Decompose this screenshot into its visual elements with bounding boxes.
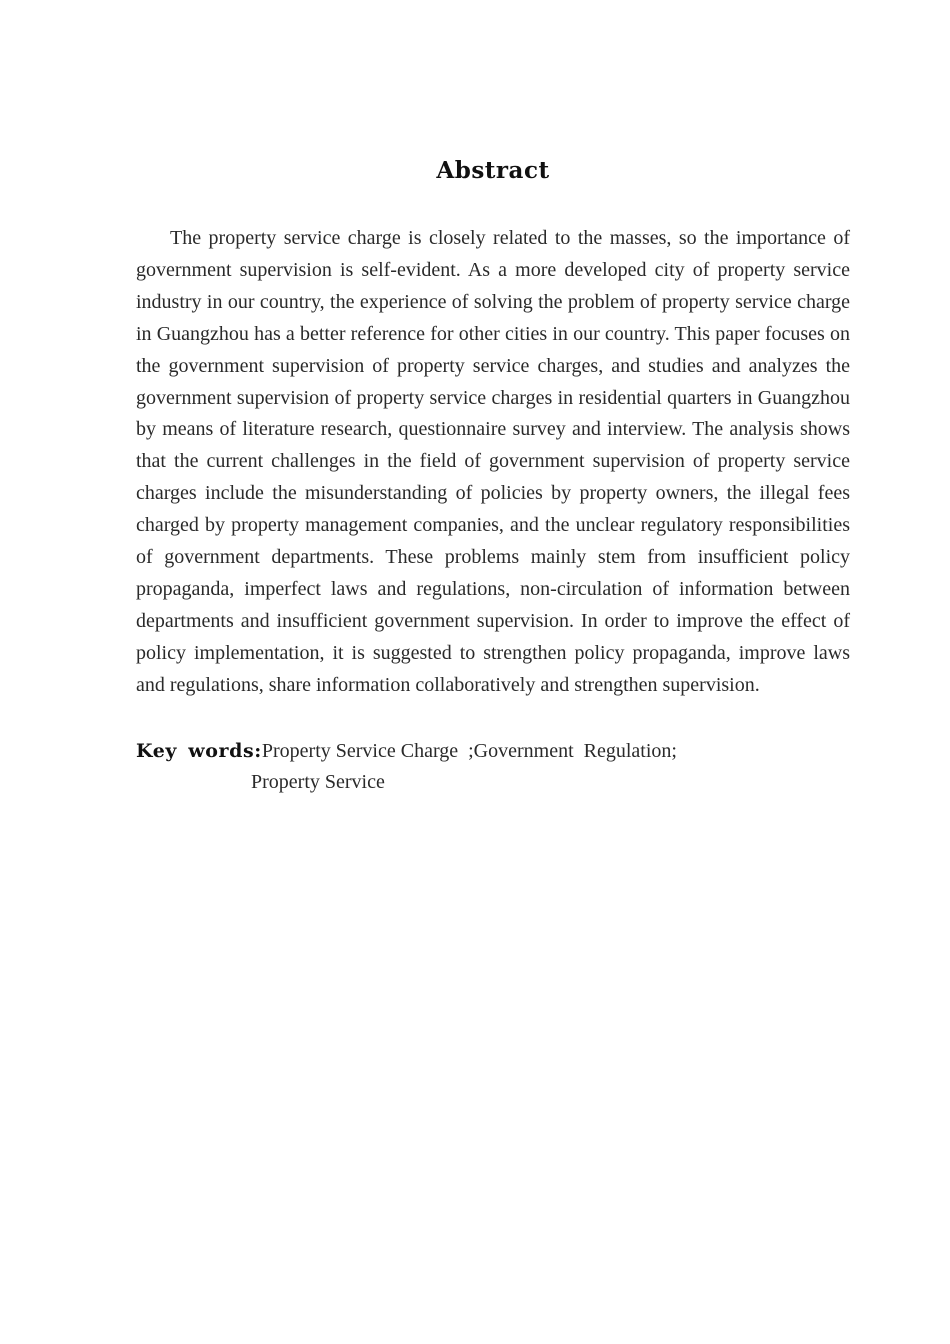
abstract-page <box>136 150 850 798</box>
abstract-title: Abstract <box>436 157 550 184</box>
keywords-line-2: Property Service <box>251 770 385 793</box>
keywords-label: Key words: <box>136 739 262 762</box>
keywords-line-1: Property Service Charge ;Government Regulation; <box>261 739 677 762</box>
abstract-body: The property service charge is closely related to the masses, so the importance of government supervision is self-evident. As a more developed city of property service industry in our country, the experience of solving the problem of property service charge in Guangzhou has a better reference for other cities in our country. This paper focuses on the government supervision of property service charges, and studies and analyzes the government supervision of property service charges in residential quarters in Guangzhou by means of literature research, questionnaire survey and interview. The analysis shows that the current challenges in the field of government supervision of property service charges include the misunderstanding of policies by property owners, the illegal fees charged by property management companies, and the unclear regulatory responsibilities of government departments. These problems mainly stem from insufficient policy propaganda, imperfect laws and regulations, non-circulation of information between departments and insufficient government supervision. In order to improve the effect of policy implementation, it is suggested to strengthen policy propaganda, improve laws and regulations, share information collaboratively and strengthen supervision. <box>136 227 850 696</box>
keywords-section <box>136 736 850 798</box>
